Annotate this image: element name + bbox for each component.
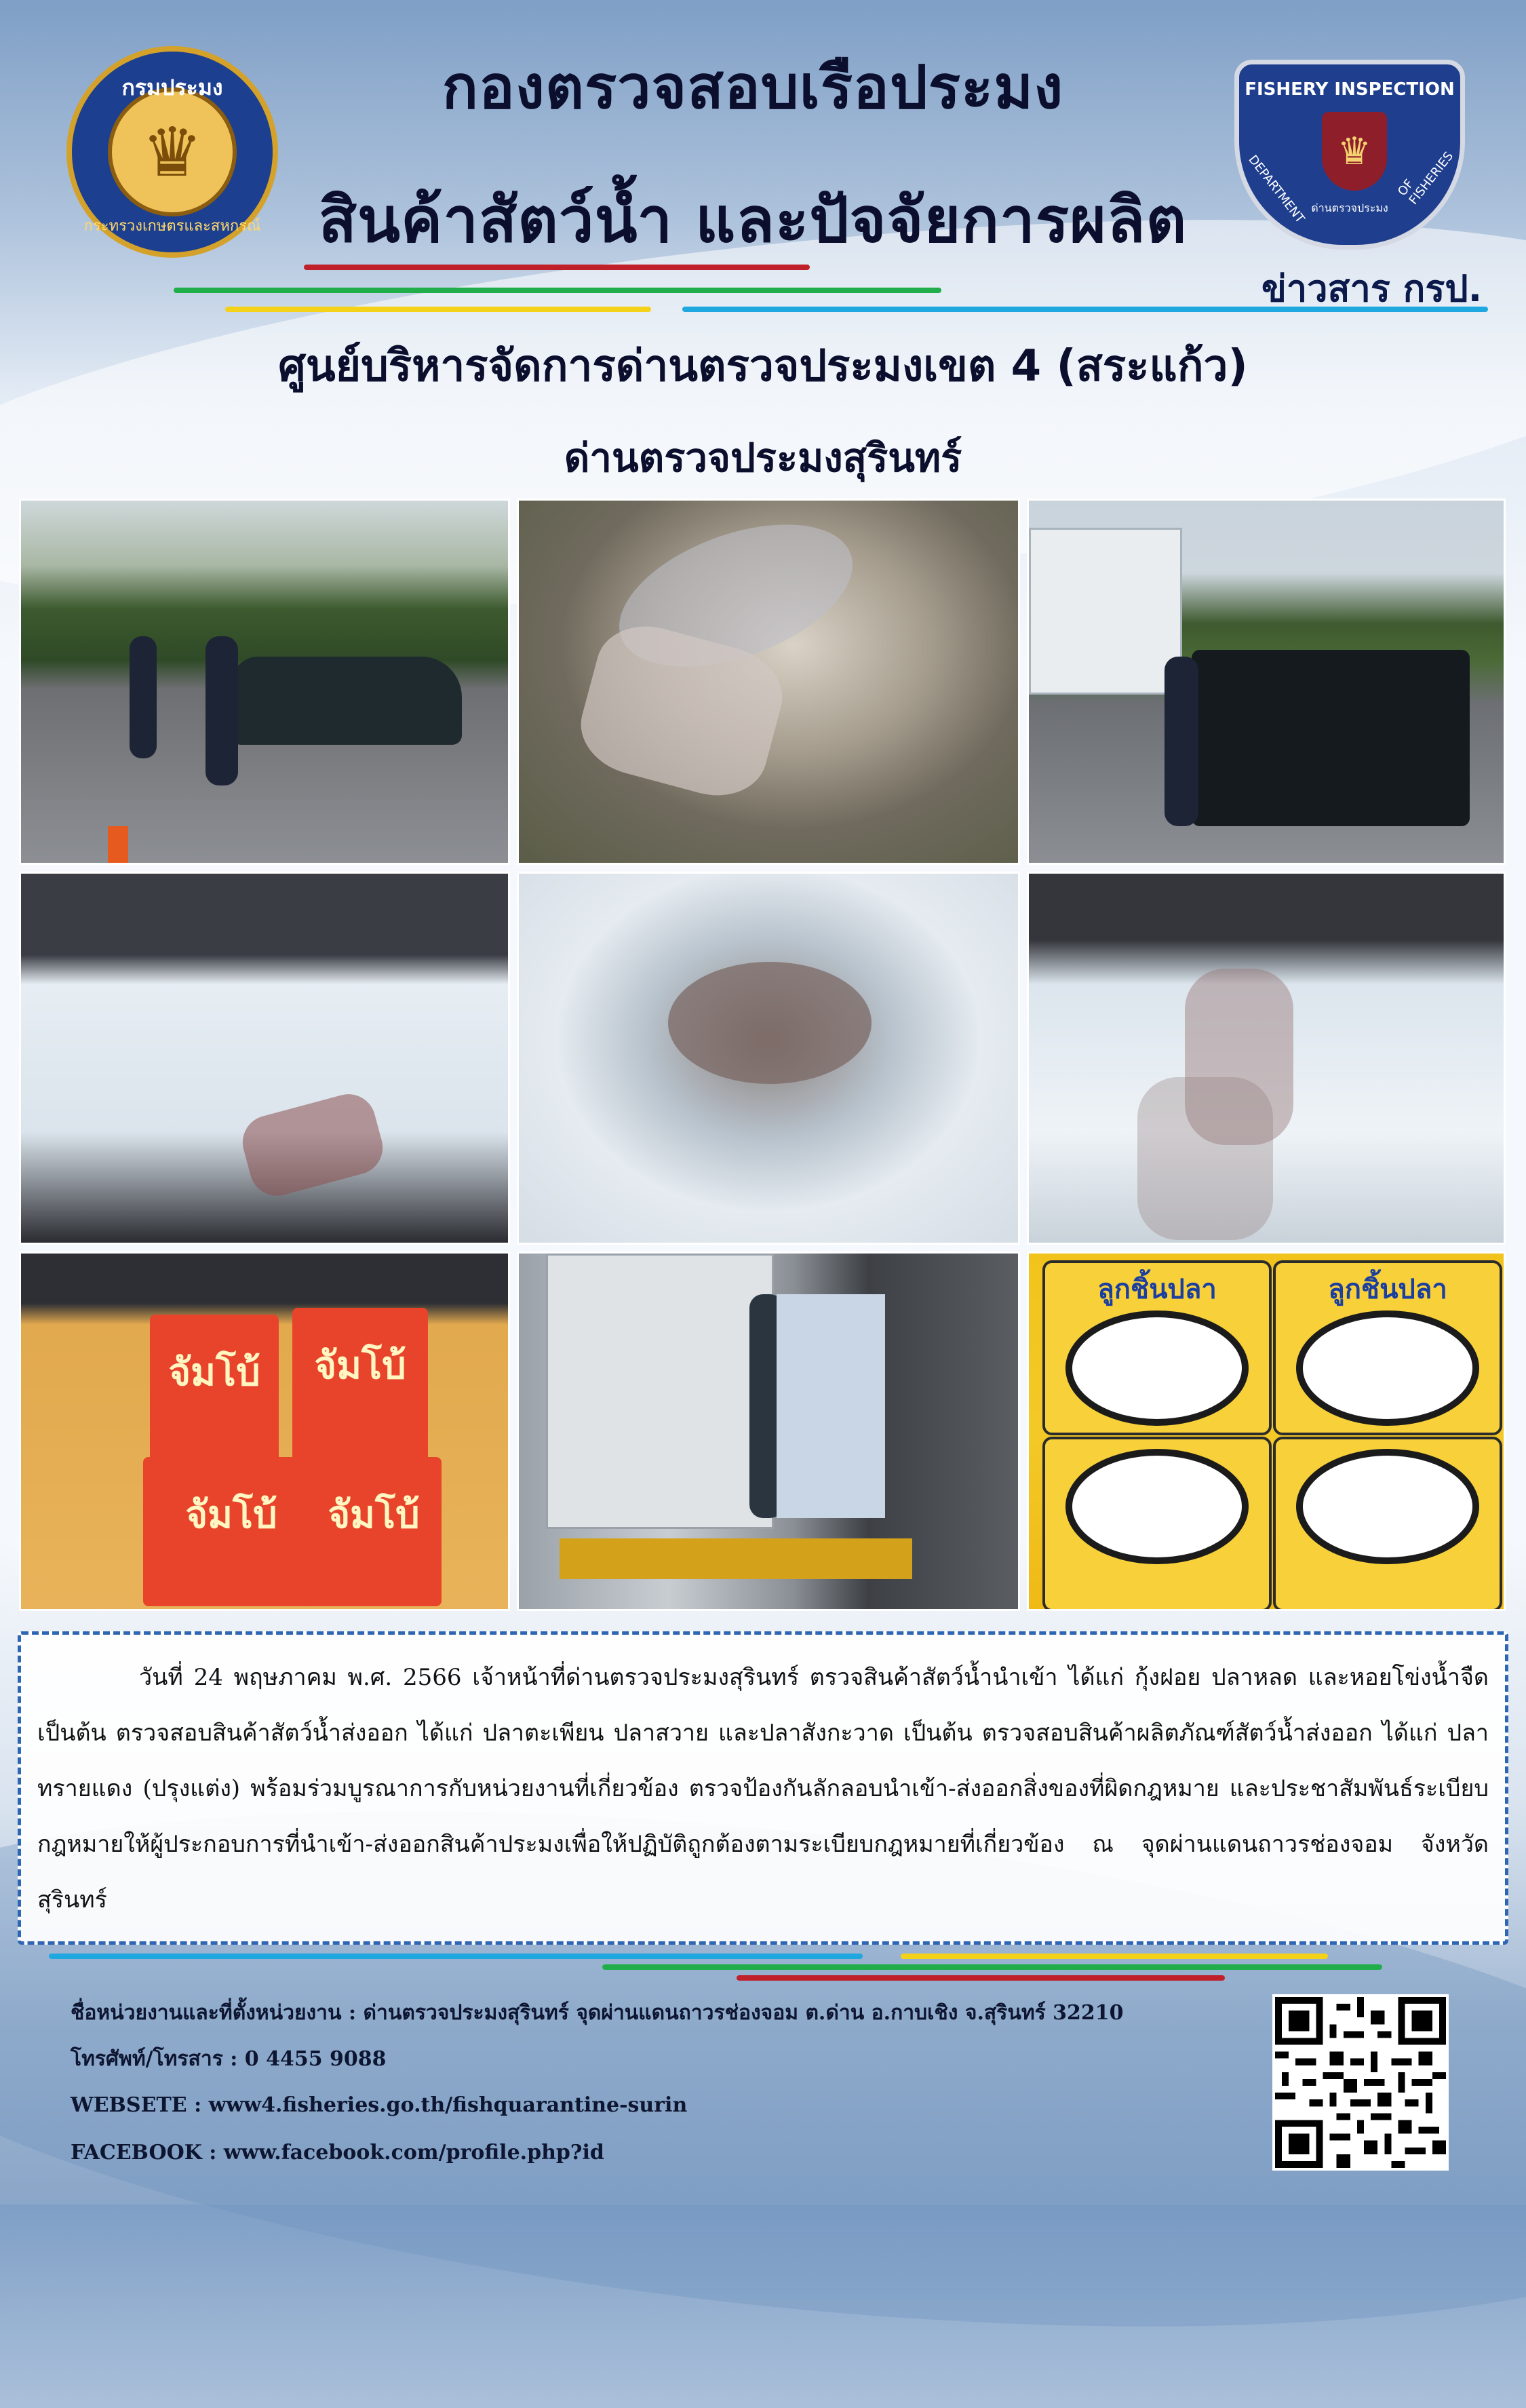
decor-bar-cyan [49, 1954, 863, 1959]
page-title-line2: สินค้าสัตว์น้ำ และปัจจัยการผลิต [318, 184, 1188, 256]
footer-address: ชื่อหน่วยงานและที่ตั้งหน่วยงาน : ด่านตรวจประมงสุรินทร์ จุดผ่านแดนถาวรช่องจอม ต.ด่าน อ.กาบเชิง จ.สุรินทร์ 32210 [71, 2001, 1124, 2025]
subtitle-center: ศูนย์บริหารจัดการด่านตรวจประมงเขต 4 (สระแก้ว) [278, 341, 1248, 391]
logo-right-middle-text: ด่านตรวจประมง [1311, 201, 1388, 214]
decor-bar-green [602, 1964, 1382, 1970]
footer-website[interactable]: WEBSETE : www4.fisheries.go.th/fishquarantine-surin [71, 2093, 688, 2117]
checkpoint-office [1029, 528, 1182, 695]
qr-code[interactable] [1272, 1994, 1449, 2171]
news-paragraph: วันที่ 24 พฤษภาคม พ.ศ. 2566 เจ้าหน้าที่ด่านตรวจประมงสุรินทร์ ตรวจสินค้าสัตว์น้ำนำเข้า ได้แก่ กุ้งฝอย ปลาหลด และหอยโข่งน้ำจืด เป็นต้น ตรวจสอบสินค้าสัตว์น้ำส่งออก ได้แก่ ปลาตะเพียน ปลาสวาย และปลาสังกะวาด เป็นต้น ตรวจสอบสินค้าผลิตภัณฑ์สัตว์น้ำส่งออก ได้แก่ ปลาทรายแดง (ปรุงแต่ง) พร้อมร่วมบูรณาการกับหน่วยงานที่เกี่ยวข้อง ตรวจป้องกันลักลอบนำเข้า-ส่งออกสิ่งของที่ผิดกฎหมาย และประชาสัมพันธ์ระเบียบกฎหมายให้ผู้ประกอบการที่นำเข้า-ส่งออกสินค้าประมงเพื่อให้ปฏิบัติถูกต้องตามระเบียบกฎหมายที่เกี่ยวข้อง ณ จุดผ่านแดนถาวรช่องจอม จังหวัดสุรินทร์ [37, 1664, 1489, 1914]
news-body-box [18, 1631, 1508, 1945]
fishball-pack: ลูกชิ้นปลา [1042, 1260, 1272, 1435]
fish-shape [668, 962, 872, 1084]
photo-fishball-packages [1027, 1251, 1506, 1611]
decor-bar-red [737, 1975, 1225, 1981]
photo-fish-in-sack [517, 499, 1020, 865]
shield-icon: ♛ [1322, 112, 1387, 191]
decor-bar-red [304, 265, 810, 270]
traffic-cone [108, 826, 128, 864]
subtitle-checkpoint: ด่านตรวจประมงสุรินทร์ [564, 435, 962, 481]
package-item: จัมโบ้ [306, 1457, 442, 1606]
package-item: จัมโบ้ [143, 1457, 319, 1606]
photo-roadside-inspection [19, 499, 510, 865]
photo-carton-packages [19, 1251, 510, 1611]
fishball-pack: ลูกชิ้นปลา [1273, 1260, 1502, 1435]
container-door [546, 1254, 774, 1529]
logo-left-bottom-text: กระทรวงเกษตรและสหกรณ์ [83, 218, 261, 235]
logo-right-left-text: DEPARTMENT [1245, 153, 1308, 227]
decor-bar-yellow [225, 307, 651, 312]
photo-ice-bin-2 [1027, 872, 1506, 1245]
photo-fish-on-ice [517, 872, 1020, 1245]
decor-bar-yellow [901, 1954, 1328, 1959]
photo-ice-bin-1 [19, 872, 510, 1245]
cargo-stack [777, 1294, 885, 1518]
page-title-line1: กองตรวจสอบเรือประมง [442, 52, 1064, 122]
photo-truck-container [517, 1251, 1020, 1611]
decor-bar-green [174, 288, 941, 293]
officer-figure [1165, 657, 1198, 826]
fish-bag [237, 1088, 389, 1202]
footer-phone: โทรศัพท์/โทรสาร : 0 4455 9088 [71, 2047, 387, 2071]
package-item: จัมโบ้ [292, 1308, 428, 1471]
package-item: จัมโบ้ [150, 1315, 279, 1471]
pickup-truck [1192, 650, 1470, 826]
photo-grid [19, 499, 1506, 1611]
department-logo-left [66, 46, 278, 258]
fishery-inspection-logo [1234, 60, 1465, 250]
officer-figure [130, 636, 157, 758]
logo-right-right-text: OF FISHERIES [1395, 149, 1457, 208]
fishball-pack [1273, 1437, 1502, 1611]
emblem-icon: ♛ [108, 88, 237, 216]
qr-code-icon [1275, 1997, 1446, 2168]
news-tag: ข่าวสาร กรป. [1261, 267, 1483, 310]
truck-bumper [560, 1538, 912, 1579]
fishball-pack [1042, 1437, 1272, 1611]
officer-figure [206, 636, 238, 785]
fish-bag [1137, 1077, 1273, 1240]
logo-right-top-text: FISHERY INSPECTION [1245, 79, 1455, 100]
photo-pickup-inspection [1027, 499, 1506, 865]
car-shape [231, 657, 462, 745]
logo-left-top-text: กรมประมง [121, 75, 223, 100]
footer-facebook[interactable]: FACEBOOK : www.facebook.com/profile.php?id [71, 2141, 604, 2164]
